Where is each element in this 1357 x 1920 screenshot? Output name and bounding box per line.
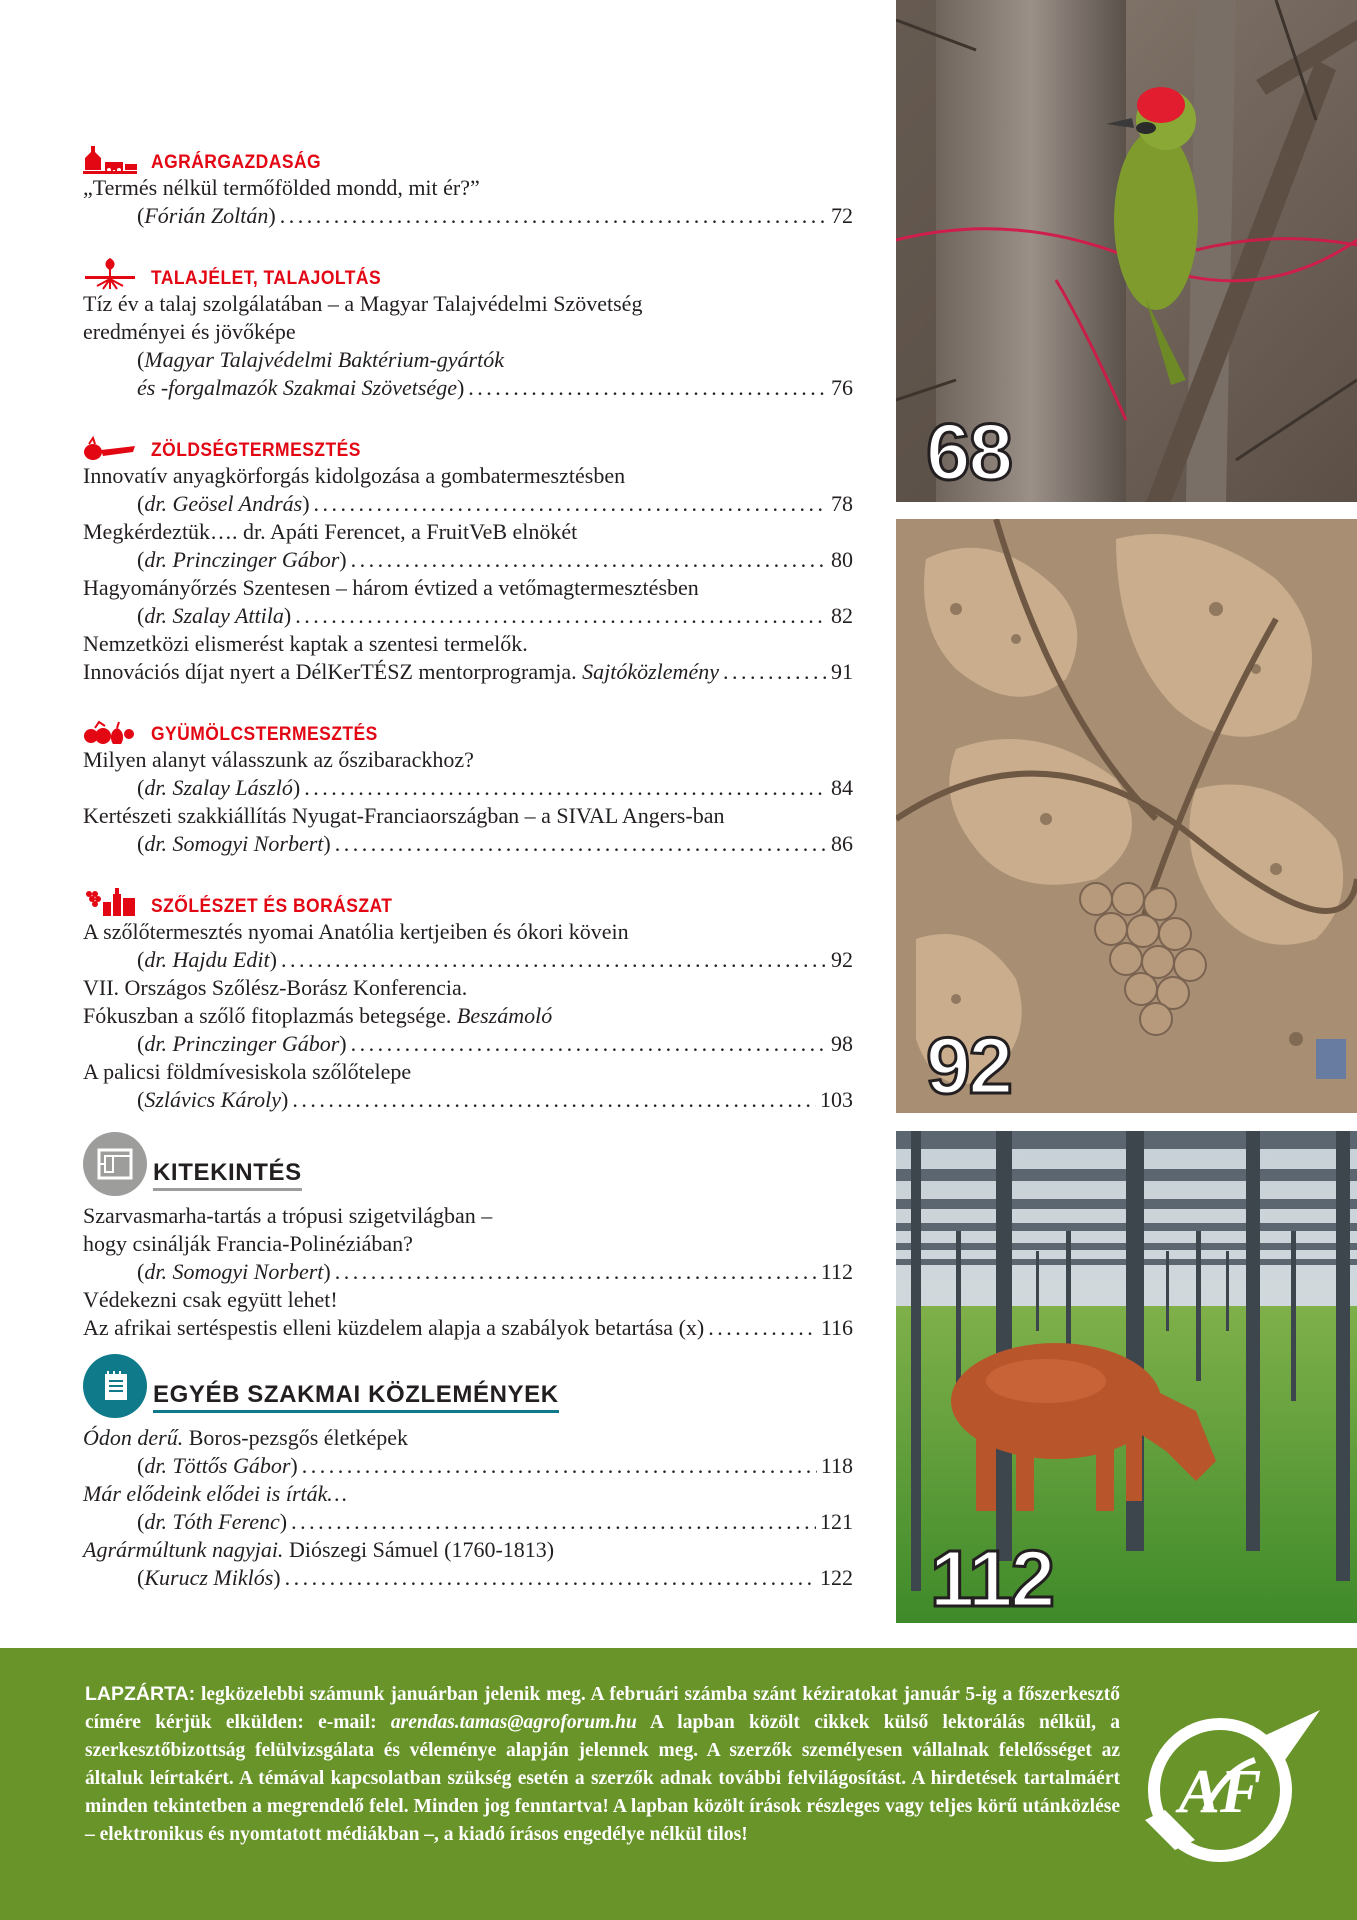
entry-title: eredményei és jövőképe	[83, 319, 296, 344]
page-number: 98	[831, 1031, 853, 1056]
entry-author: dr. Somogyi Norbert	[144, 1259, 324, 1284]
entry-author: Kurucz Miklós	[144, 1565, 274, 1590]
grape-wine-icon	[83, 884, 137, 918]
section-title: KITEKINTÉS	[153, 1159, 302, 1191]
entry-author: Magyar Talajvédelmi Baktérium-gyártók	[144, 347, 504, 372]
entry-title-italic: Már elődeink elődei is írták…	[83, 1481, 347, 1506]
entry-title: Boros-pezsgős életképek	[183, 1425, 409, 1450]
footer-text-part1: legközelebbi számunk januárban jelenik meg. A februári számba szánt kéziratokat január 5-ig a főszerkesztő címére kérjük elkülden: e-mail:	[85, 1684, 1120, 1733]
entry-title: Védekezni csak együtt lehet!	[83, 1287, 338, 1312]
section-gyumolcs	[83, 712, 853, 858]
section-szoleszet	[83, 884, 853, 1114]
page-number: 121	[820, 1509, 853, 1534]
entry-author: dr. Tóth Ferenc	[144, 1509, 280, 1534]
entry-subtitle: Az afrikai sertéspestis elleni küzdelem alapja a szabályok betartása (x)	[83, 1315, 705, 1340]
entry-title: Kertészeti szakkiállítás Nyugat-Franciaországban – a SIVAL Angers-ban	[83, 803, 725, 828]
entry-subtitle: Innovációs díjat nyert a DélKerTÉSZ mentorprogramja.	[83, 659, 577, 684]
entry-author: dr. Princzinger Gábor	[144, 547, 340, 572]
toc-entry[interactable]: Innovatív anyagkörforgás kidolgozása a gombatermesztésben (dr. Geösel András) . . . 78	[83, 462, 853, 518]
window-icon	[83, 1132, 147, 1196]
section-talajelet	[83, 256, 853, 402]
footer-text-part2: A lapban közölt cikkek külső lektorálás nélkül, a szerkesztőbizottság felülvizsgálata és véleménye alapján jelennek meg. A szerzők személyesen vállalnak felelősséget az általuk leírtakért. A témával kapcsolatban szükség esetén a szerzők adnak további felvilágosítást. A hirdetések tartalmáért minden tekintetben a megrendelő felel. Minden jog fenntartva! A lapban közölt írások részleges vagy teljes körű utánközlése – elektronikus és nyomtatott médiákban –, a kiadó írásos engedélye nélkül tilos!	[85, 1712, 1120, 1845]
entry-title: Szarvasmarha-tartás a trópusi szigetvilágban –	[83, 1203, 493, 1228]
entry-subtitle: Fókuszban a szőlő fitoplazmás betegsége.	[83, 1003, 452, 1028]
entry-title: Tíz év a talaj szolgálatában – a Magyar Talajvédelmi Szövetség	[83, 291, 643, 316]
page-number: 116	[820, 1315, 853, 1340]
section-kitekintes	[83, 1132, 853, 1342]
fruits-icon	[83, 712, 137, 746]
entry-title: A szőlőtermesztés nyomai Anatólia kertjeiben és ókori kövein	[83, 919, 629, 944]
page-number: 80	[831, 547, 853, 572]
table-of-contents	[83, 140, 853, 1618]
entry-author: dr. Töttős Gábor	[144, 1453, 291, 1478]
toc-entry[interactable]: Ódon derű. Boros-pezsgős életképek (dr. Töttős Gábor) . . . 118	[83, 1424, 853, 1480]
toc-entry[interactable]: Agrármúltunk nagyjai. Diószegi Sámuel (1760-1813) (Kurucz Miklós) . . . 122	[83, 1536, 853, 1592]
photo-cattle[interactable]	[896, 1131, 1357, 1623]
entry-title: Megkérdeztük…. dr. Apáti Ferencet, a FruitVeB elnökét	[83, 519, 578, 544]
entry-author: dr. Geösel András	[144, 491, 303, 516]
page-number: 112	[820, 1259, 853, 1284]
soil-plant-icon	[83, 256, 137, 290]
section-egyeb	[83, 1354, 853, 1592]
toc-entry[interactable]: Hagyományőrzés Szentesen – három évtized a vetőmagtermesztésben (dr. Szalay Attila) . . . 82	[83, 574, 853, 630]
toc-entry[interactable]	[83, 630, 853, 686]
section-title: TALAJÉLET, TALAJOLTÁS	[151, 268, 382, 289]
entry-title: Hagyományőrzés Szentesen – három évtized a vetőmagtermesztésben	[83, 575, 699, 600]
page-number: 78	[831, 491, 853, 516]
vegetables-icon	[83, 428, 137, 462]
page-number: 103	[820, 1087, 853, 1112]
agroforum-logo	[1135, 1700, 1325, 1880]
page-number: 118	[820, 1453, 853, 1478]
entry-author: Szlávics Károly	[144, 1087, 282, 1112]
page-number-overlay: 68	[926, 407, 1011, 496]
section-title: ZÖLDSÉGTERMESZTÉS	[151, 440, 361, 461]
footer-email[interactable]: arendas.tamas@agroforum.hu	[390, 1712, 637, 1733]
section-title: AGRÁRGAZDASÁG	[151, 152, 322, 173]
toc-entry[interactable]: VII. Országos Szőlész-Borász Konferencia. Fókuszban a szőlő fitoplazmás betegsége. Beszámoló (dr. Princzinger Gábor) . . . 98	[83, 974, 853, 1058]
entry-title: Diószegi Sámuel (1760-1813)	[283, 1537, 555, 1562]
toc-entry[interactable]: Kertészeti szakkiállítás Nyugat-Franciaországban – a SIVAL Angers-ban (dr. Somogyi Norbert) . . . 86	[83, 802, 853, 858]
page-number: 86	[831, 831, 853, 856]
entry-title: A palicsi földmívesiskola szőlőtelepe	[83, 1059, 412, 1084]
toc-entry[interactable]: Tíz év a talaj szolgálatában – a Magyar Talajvédelmi Szövetség eredményei és jövőképe (Magyar Talajvédelmi Baktérium-gyártók és -forgalmazók Szakmai Szövetsége) . . . 76	[83, 290, 853, 402]
section-title: EGYÉB SZAKMAI KÖZLEMÉNYEK	[153, 1381, 559, 1413]
entry-author: dr. Princzinger Gábor	[144, 1031, 340, 1056]
footer-text	[85, 1680, 1120, 1849]
toc-entry[interactable]: Már elődeink elődei is írták… (dr. Tóth Ferenc) . . . 121	[83, 1480, 853, 1536]
page-number: 82	[831, 603, 853, 628]
entry-type: Beszámoló	[456, 1003, 553, 1028]
toc-entry[interactable]: „Termés nélkül termőfölded mondd, mit ér?” (Fórián Zoltán) . . . 72	[83, 174, 853, 230]
entry-title: Innovatív anyagkörforgás kidolgozása a gombatermesztésben	[83, 463, 626, 488]
entry-title: VII. Országos Szőlész-Borász Konferencia.	[83, 975, 468, 1000]
entry-author: dr. Hajdu Edit	[144, 947, 270, 972]
toc-entry[interactable]: A szőlőtermesztés nyomai Anatólia kertjeiben és ókori kövein (dr. Hajdu Edit) . . . 92	[83, 918, 853, 974]
entry-author: dr. Szalay László	[144, 775, 293, 800]
entry-author: Fórián Zoltán	[144, 203, 269, 228]
toc-entry[interactable]: Szarvasmarha-tartás a trópusi szigetvilágban – hogy csinálják Francia-Polinéziában? (dr. Somogyi Norbert) . . . 112	[83, 1202, 853, 1286]
entry-title-italic: Ódon derű.	[83, 1425, 184, 1450]
toc-entry[interactable]	[83, 1286, 853, 1342]
toc-entry[interactable]: Megkérdeztük…. dr. Apáti Ferencet, a FruitVeB elnökét (dr. Princzinger Gábor) . . . 80	[83, 518, 853, 574]
footer-label: LAPZÁRTA:	[85, 1683, 196, 1705]
entry-title-italic: Agrármúltunk nagyjai.	[83, 1537, 284, 1562]
page-number: 92	[831, 947, 853, 972]
page-number: 122	[820, 1565, 853, 1590]
section-title: GYÜMÖLCSTERMESZTÉS	[151, 724, 378, 745]
section-title: SZŐLÉSZET ÉS BORÁSZAT	[151, 896, 393, 917]
page-number: 91	[831, 659, 853, 684]
photo-woodpecker[interactable]	[896, 0, 1357, 502]
entry-author: dr. Szalay Attila	[144, 603, 284, 628]
entry-type: Sajtóközlemény	[582, 659, 719, 684]
page-number-overlay: 92	[926, 1021, 1011, 1110]
footer-notice	[0, 1648, 1357, 1920]
page-number: 76	[831, 375, 853, 400]
toc-entry[interactable]: Milyen alanyt válasszunk az őszibarackhoz? (dr. Szalay László) . . . 84	[83, 746, 853, 802]
page-number-overlay: 112	[930, 1534, 1054, 1623]
logo-text: AF	[1178, 1758, 1262, 1826]
entry-title: Milyen alanyt válasszunk az őszibarackhoz?	[83, 747, 474, 772]
notepad-icon	[83, 1354, 147, 1418]
page-number: 84	[831, 775, 853, 800]
section-agrargazdasag	[83, 140, 853, 230]
entry-title: hogy csinálják Francia-Polinéziában?	[83, 1231, 413, 1256]
entry-author: és -forgalmazók Szakmai Szövetsége	[137, 375, 457, 400]
section-zoldseg	[83, 428, 853, 686]
entry-title: Nemzetközi elismerést kaptak a szentesi termelők.	[83, 631, 528, 656]
farm-icon	[83, 140, 137, 174]
toc-entry[interactable]: A palicsi földmívesiskola szőlőtelepe (Szlávics Károly) . . . 103	[83, 1058, 853, 1114]
page-number: 72	[831, 203, 853, 228]
photo-stone-carving[interactable]	[896, 519, 1357, 1113]
entry-title: „Termés nélkül termőfölded mondd, mit ér?”	[83, 175, 480, 200]
entry-author: dr. Somogyi Norbert	[144, 831, 324, 856]
